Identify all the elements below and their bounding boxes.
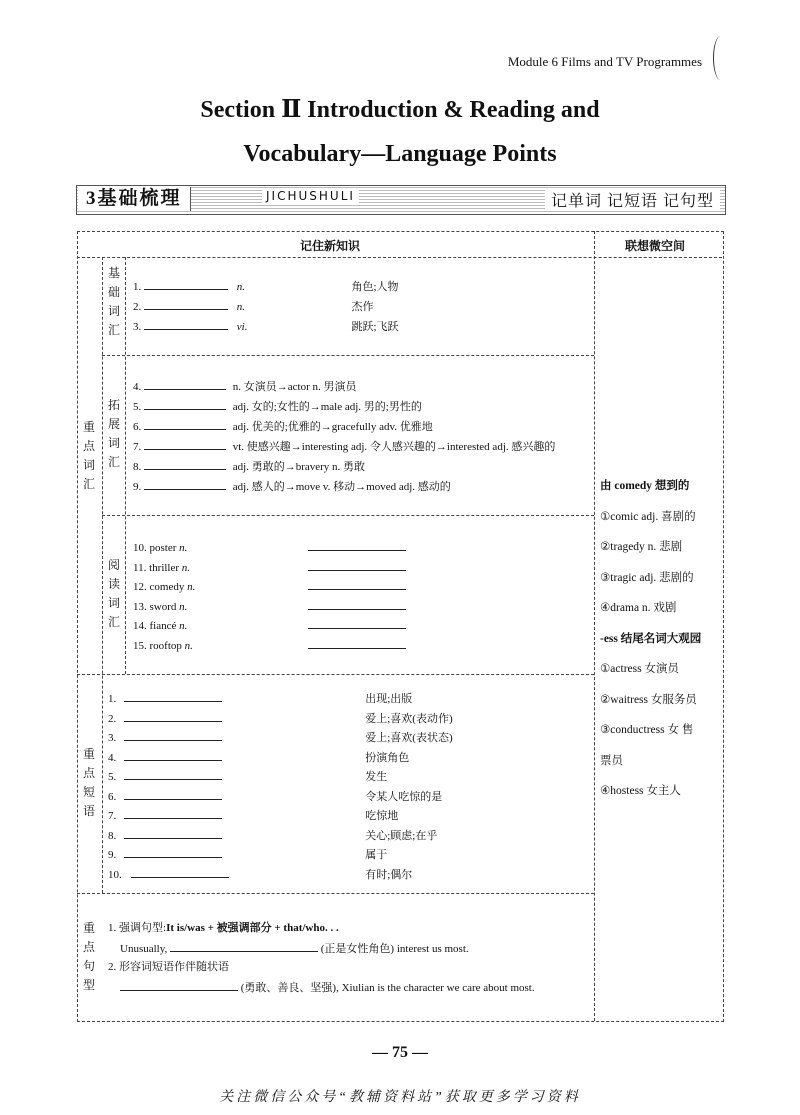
group-label-vocab: 重点词汇 <box>82 420 95 491</box>
banner-pinyin: JICHUSHULI <box>262 189 359 203</box>
answer-blank[interactable] <box>124 748 222 761</box>
basic-row <box>133 317 399 338</box>
part-of-speech: n. <box>236 301 245 313</box>
item-number: 5. <box>133 401 142 413</box>
sentence-label: 1. 强调句型: <box>108 922 167 934</box>
answer-blank[interactable] <box>308 538 406 551</box>
item-number: 4. <box>108 752 117 764</box>
expand-row <box>133 477 451 498</box>
side-column-header: 联想微空间 <box>625 239 686 253</box>
item-number: 1. <box>133 281 142 293</box>
word-family-text: n. 女演员→actor n. 男演员 <box>232 381 357 393</box>
sentence-example-1 <box>120 939 469 960</box>
sublabel-basic: 基础词汇 <box>107 266 120 337</box>
word-family-text: adj. 女的;女性的→male adj. 男的;男性的 <box>232 401 422 413</box>
answer-blank[interactable] <box>124 709 222 722</box>
side-heading-comedy: 由 comedy 想到的 <box>600 480 690 492</box>
phrase-row <box>108 865 412 886</box>
sentence-label: 2. 形容词短语作伴随状语 <box>108 961 229 973</box>
main-column-header: 记住新知识 <box>300 239 361 253</box>
answer-blank[interactable] <box>144 457 226 470</box>
answer-blank[interactable] <box>308 577 406 590</box>
answer-blank[interactable] <box>308 597 406 610</box>
phrase-row <box>108 709 453 730</box>
side-heading-ess: -ess 结尾名词大观园 <box>600 632 702 645</box>
item-number: 8. <box>108 830 117 842</box>
side-item: 票员 <box>600 754 623 767</box>
phrase-row <box>108 689 412 710</box>
meaning: 扮演角色 <box>365 752 410 764</box>
phrase-row <box>108 767 387 788</box>
basic-row <box>133 297 374 318</box>
item-number: 11. <box>133 562 147 574</box>
phrase-sentence-divider <box>77 893 594 894</box>
word-family-text: vt. 使感兴趣→interesting adj. 令人感兴趣的→interested adj. 感兴趣的 <box>232 441 556 453</box>
side-item: ④drama n. 戏剧 <box>600 602 677 614</box>
item-number: 9. <box>108 849 117 861</box>
meaning: 角色;人物 <box>351 281 399 293</box>
expand-row <box>133 397 422 418</box>
item-number: 6. <box>108 791 117 803</box>
footer-note: 关注微信公众号“教辅资料站”获取更多学习资料 <box>219 1090 581 1105</box>
vocab-word: fiancé <box>149 620 177 632</box>
meaning: 关心;顾虑;在乎 <box>365 830 438 842</box>
banner-label: 3基础梳理 <box>78 187 191 211</box>
answer-blank[interactable] <box>308 558 406 571</box>
header-divider <box>77 257 722 258</box>
side-item: ①comic adj. 喜剧的 <box>600 510 696 523</box>
side-item: ②waitress 女服务员 <box>600 693 697 706</box>
expand-row <box>133 417 433 438</box>
part-of-speech: n. <box>187 581 196 593</box>
part-of-speech: n. <box>181 562 191 574</box>
expand-row <box>133 457 365 478</box>
reading-row <box>133 597 406 618</box>
answer-blank[interactable] <box>144 277 228 290</box>
basic-expand-divider <box>102 355 594 356</box>
section-title-line1: Section Ⅱ Introduction & Reading and <box>200 97 600 123</box>
phrase-row <box>108 845 387 866</box>
meaning: 吃惊地 <box>365 810 399 822</box>
meaning: 杰作 <box>351 301 374 313</box>
sentence-prefix: Unusually, <box>120 943 168 955</box>
answer-blank[interactable] <box>124 826 222 839</box>
vocab-phrase-divider <box>77 674 594 675</box>
item-number: 13. <box>133 601 147 613</box>
answer-blank[interactable] <box>144 297 228 310</box>
item-number: 3. <box>133 321 142 333</box>
section-title-line2: Vocabulary—Language Points <box>243 141 557 167</box>
vocab-word: sword <box>149 601 177 613</box>
item-number: 10. <box>108 869 122 881</box>
part-of-speech: n. <box>184 640 193 652</box>
meaning: 属于 <box>365 849 388 861</box>
expand-reading-divider <box>102 515 594 516</box>
side-notes <box>600 471 718 807</box>
item-number: 7. <box>133 441 142 453</box>
item-number: 12. <box>133 581 147 593</box>
answer-blank[interactable] <box>308 616 406 629</box>
reading-row <box>133 558 406 579</box>
word-family-text: adj. 感人的→move v. 移动→moved adj. 感动的 <box>232 481 451 493</box>
vocab-word: thriller <box>149 562 180 574</box>
answer-blank[interactable] <box>144 417 226 430</box>
part-of-speech: n. <box>179 601 188 613</box>
vocab-word: comedy <box>149 581 185 593</box>
group-divider <box>102 257 103 893</box>
item-number: 3. <box>108 732 117 744</box>
meaning: 令某人吃惊的是 <box>365 791 443 803</box>
header-bracket-decoration <box>713 36 728 80</box>
side-item: ④hostess 女主人 <box>600 785 681 797</box>
meaning: 爱上;喜欢(表状态) <box>365 732 453 744</box>
side-item: ③tragic adj. 悲剧的 <box>600 571 694 584</box>
vocab-word: poster <box>149 542 177 554</box>
meaning: 跳跃;飞跃 <box>351 321 399 333</box>
phrase-row <box>108 787 442 808</box>
running-header: Module 6 Films and TV Programmes <box>507 54 702 69</box>
side-column-divider <box>594 231 595 1021</box>
phrase-row <box>108 826 437 847</box>
phrase-row <box>108 806 398 827</box>
expand-row <box>133 437 555 458</box>
item-number: 4. <box>133 381 142 393</box>
side-item: ③conductress 女 售 <box>600 724 694 736</box>
subgroup-divider <box>125 257 126 674</box>
answer-blank[interactable] <box>120 978 238 991</box>
banner-tags: 记单词 记短语 记句型 <box>545 188 720 211</box>
reading-row <box>133 577 406 598</box>
answer-blank[interactable] <box>144 317 228 330</box>
item-number: 8. <box>133 461 142 473</box>
sentence-pattern-1 <box>108 919 339 939</box>
page-number: — 75 — <box>372 1044 428 1061</box>
sentence-suffix: (正是女性角色) interest us most. <box>320 943 469 955</box>
reading-row <box>133 538 406 559</box>
word-family-text: adj. 勇敢的→bravery n. 勇敢 <box>232 461 366 473</box>
item-number: 7. <box>108 810 117 822</box>
item-number: 10. <box>133 542 147 554</box>
basic-row <box>133 277 399 298</box>
item-number: 9. <box>133 481 142 493</box>
sentence-pattern-2 <box>108 958 229 978</box>
meaning: 出现;出版 <box>365 693 413 705</box>
sentence-suffix: (勇敢、善良、坚强), Xiulian is the character we care about most. <box>240 982 535 994</box>
sentence-example-2 <box>120 978 535 999</box>
meaning: 有时;偶尔 <box>365 869 413 881</box>
word-family-text: adj. 优美的;优雅的→gracefully adv. 优雅地 <box>232 421 433 433</box>
answer-blank[interactable] <box>124 845 222 858</box>
part-of-speech: vi. <box>236 321 248 333</box>
item-number: 2. <box>133 301 142 313</box>
side-item: ②tragedy n. 悲剧 <box>600 541 683 553</box>
reading-row <box>133 616 406 637</box>
part-of-speech: n. <box>179 620 188 632</box>
item-number: 6. <box>133 421 142 433</box>
answer-blank[interactable] <box>124 806 222 819</box>
expand-row <box>133 377 356 398</box>
answer-blank[interactable] <box>170 939 318 952</box>
phrase-row <box>108 748 409 769</box>
answer-blank[interactable] <box>144 377 226 390</box>
item-number: 1. <box>108 693 117 705</box>
vocab-word: rooftop <box>149 640 182 652</box>
item-number: 5. <box>108 771 117 783</box>
answer-blank[interactable] <box>124 728 222 741</box>
group-label-sentences: 重点句型 <box>82 921 95 992</box>
item-number: 14. <box>133 620 147 632</box>
part-of-speech: n. <box>179 542 188 554</box>
sublabel-reading: 阅读词汇 <box>107 558 120 629</box>
answer-blank[interactable] <box>124 689 222 702</box>
answer-blank[interactable] <box>124 787 222 800</box>
answer-blank[interactable] <box>308 636 406 649</box>
side-item: ①actress 女演员 <box>600 663 679 675</box>
item-number: 2. <box>108 713 117 725</box>
group-label-phrases: 重点短语 <box>82 747 95 818</box>
sublabel-expand: 拓展词汇 <box>107 398 120 469</box>
answer-blank[interactable] <box>144 397 226 410</box>
item-number: 15. <box>133 640 147 652</box>
answer-blank[interactable] <box>131 865 229 878</box>
answer-blank[interactable] <box>124 767 222 780</box>
part-of-speech: n. <box>236 281 245 293</box>
answer-blank[interactable] <box>144 437 226 450</box>
sentence-pattern: It is/was + 被强调部分 + that/who. . . <box>166 922 339 934</box>
meaning: 发生 <box>365 771 388 783</box>
meaning: 爱上;喜欢(表动作) <box>365 713 453 725</box>
reading-row <box>133 636 406 657</box>
phrase-row <box>108 728 453 749</box>
answer-blank[interactable] <box>144 477 226 490</box>
